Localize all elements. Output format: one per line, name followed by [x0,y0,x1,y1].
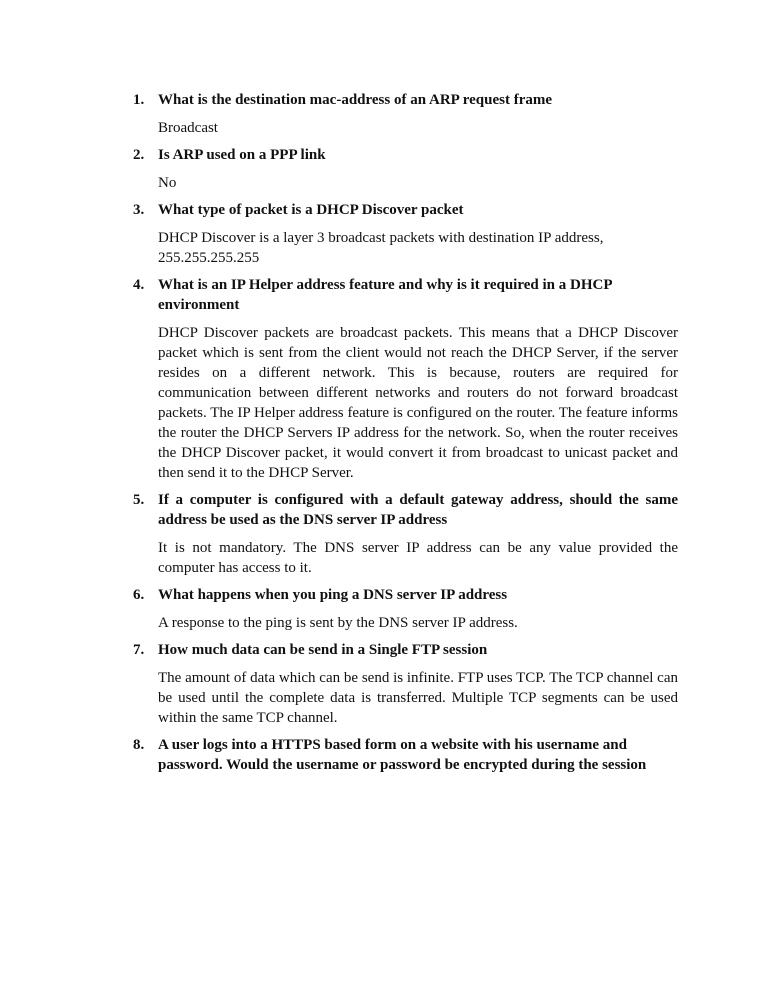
question-number: 2. [133,147,145,163]
question-text: How much data can be send in a Single FTP session [158,642,488,658]
qa-item-7 [0,640,768,728]
qa-item-5 [0,490,768,578]
answer-text: A response to the ping is sent by the DNS server IP address. [158,615,518,631]
question-text: If a computer is configured with a default gateway address, should the same address be used as the DNS server IP address [158,492,678,528]
qa-item-2 [0,145,768,193]
qa-item-8 [0,735,768,775]
qa-list [0,90,768,782]
question-text: A user logs into a HTTPS based form on a website with his username and password. Would the username or password be encrypted during the session [158,737,647,773]
qa-item-1 [0,90,768,138]
question-number: 7. [133,642,145,658]
qa-item-4 [0,275,768,483]
answer-text: The amount of data which can be send is infinite. FTP uses TCP. The TCP channel can be used until the complete data is transferred. Multiple TCP segments can be used within the same TCP channel. [158,670,678,726]
question-text: What type of packet is a DHCP Discover packet [158,202,464,218]
answer-text: Broadcast [158,120,218,136]
question-number: 8. [133,737,145,753]
question-text: What is an IP Helper address feature and why is it required in a DHCP environment [158,277,612,313]
question-text: What is the destination mac-address of an ARP request frame [158,92,553,108]
answer-text: DHCP Discover packets are broadcast packets. This means that a DHCP Discover packet which is sent from the client would not reach the DHCP Server, if the server resides on a different network. This is because, routers are required for communication between different networks and routers do not forward broadcast packets. The IP Helper address feature is configured on the router. The feature informs the router the DHCP Servers IP address for the network. So, when the router receives the DHCP Discover packet, it would convert it from broadcast to unicast packet and then send it to the DHCP Server. [158,325,678,481]
question-number: 6. [133,587,145,603]
question-number: 3. [133,202,145,218]
question-text: Is ARP used on a PPP link [158,147,326,163]
qa-item-6 [0,585,768,633]
question-number: 1. [133,92,145,108]
question-number: 4. [133,277,145,293]
question-text: What happens when you ping a DNS server IP address [158,587,508,603]
answer-text: DHCP Discover is a layer 3 broadcast packets with destination IP address, 255.255.255.255 [158,230,604,266]
answer-text: It is not mandatory. The DNS server IP address can be any value provided the computer has access to it. [158,540,678,576]
qa-item-3 [0,200,768,268]
question-number: 5. [133,492,145,508]
answer-text: No [158,175,177,191]
